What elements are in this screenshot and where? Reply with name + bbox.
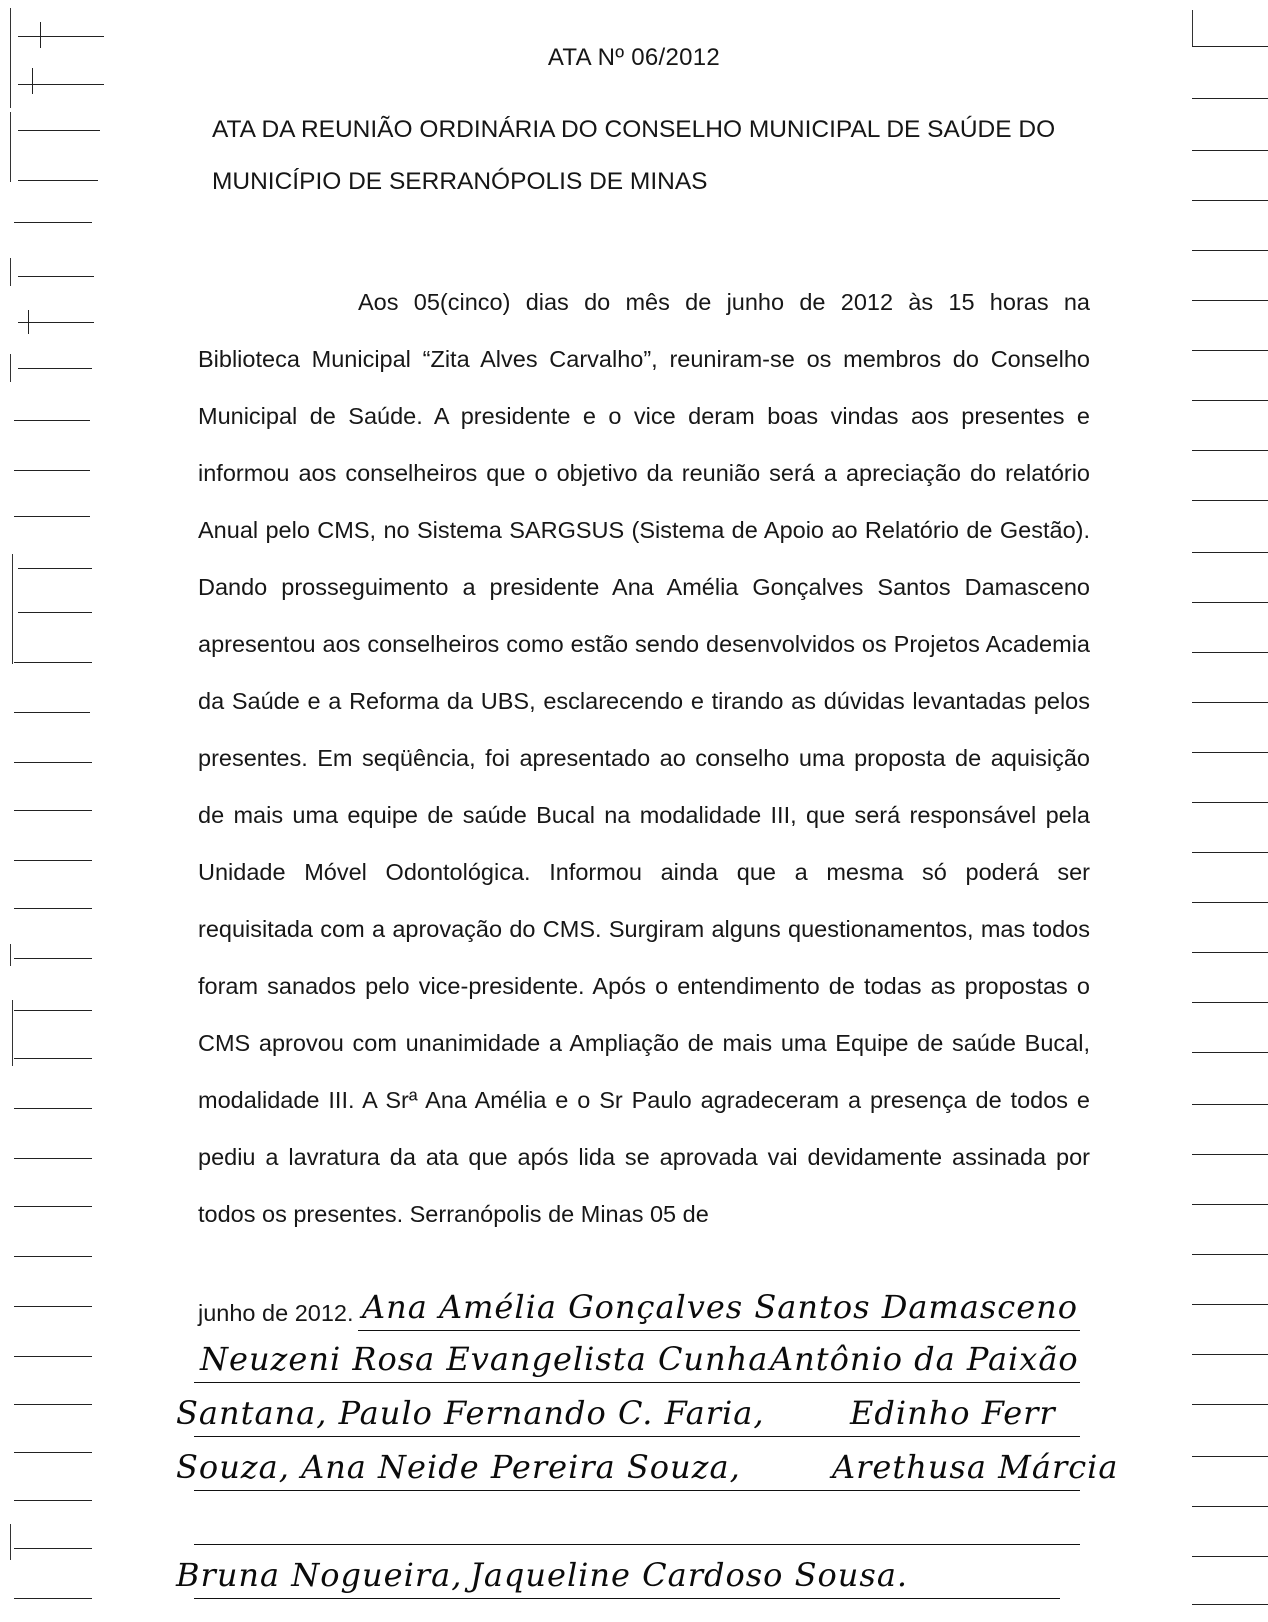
signature: Santana, Paulo Fernando C. Faria,: [176, 1394, 765, 1432]
right-margin-rules: [1188, 0, 1268, 1622]
document-body: Aos 05(cinco) dias do mês de junho de 2012 às 15 horas na Biblioteca Municipal “Zita Alves Carvalho”, reuniram-se os membros do Conselho Municipal de Saúde. A presidente e o vice deram boas vindas aos presentes e informou aos conselheiros que o objetivo da reunião será a apreciação do relatório Anual pelo CMS, no Sistema SARGSUS (Sistema de Apoio ao Relatório de Gestão). Dando prosseguimento a presidente Ana Amélia Gonçalves Santos Damasceno apresentou aos conselheiros como estão sendo desenvolvidos os Projetos Academia da Saúde e a Reforma da UBS, esclarecendo e tirando as dúvidas levantadas pelos presentes. Em seqüência, foi apresentado ao conselho uma proposta de aquisição de mais uma equipe de saúde Bucal na modalidade III, que será responsável pela Unidade Móvel Odontológica. Informou ainda que a mesma só poderá ser requisitada com a aprovação do CMS. Surgiram alguns questionamentos, mas todos foram sanados pelo vice-presidente. Após o entendimento de todas as propostas o CMS aprovou com unanimidade a Ampliação de mais uma Equipe de saúde Bucal, modalidade III. A Srª Ana Amélia e o Sr Paulo agradeceram a presença de todos e pediu a lavratura da ata que após lida se aprovada vai devidamente assinada por todos os presentes. Serranópolis de Minas 05 de: [198, 289, 1090, 1227]
signature: Edinho Ferr: [850, 1394, 1056, 1432]
signature: Neuzeni Rosa Evangelista Cunha: [200, 1340, 769, 1378]
signature: Bruna Nogueira,: [176, 1556, 463, 1594]
signature: Jaqueline Cardoso Sousa.: [470, 1556, 909, 1594]
signature: Arethusa Márcia: [832, 1448, 1119, 1486]
document-number: ATA Nº 06/2012: [547, 44, 721, 71]
document-closing: junho de 2012.: [198, 1300, 354, 1326]
document-title: ATA DA REUNIÃO ORDINÁRIA DO CONSELHO MUNICIPAL DE SAÚDE DO MUNICÍPIO DE SERRANÓPOLIS DE MINAS: [212, 116, 1056, 195]
signature: Ana Amélia Gonçalves Santos Damasceno: [362, 1288, 1078, 1326]
left-margin-rules: [0, 0, 110, 1622]
signature: Souza, Ana Neide Pereira Souza,: [176, 1448, 741, 1486]
signature: Antônio da Paixão: [770, 1340, 1079, 1378]
